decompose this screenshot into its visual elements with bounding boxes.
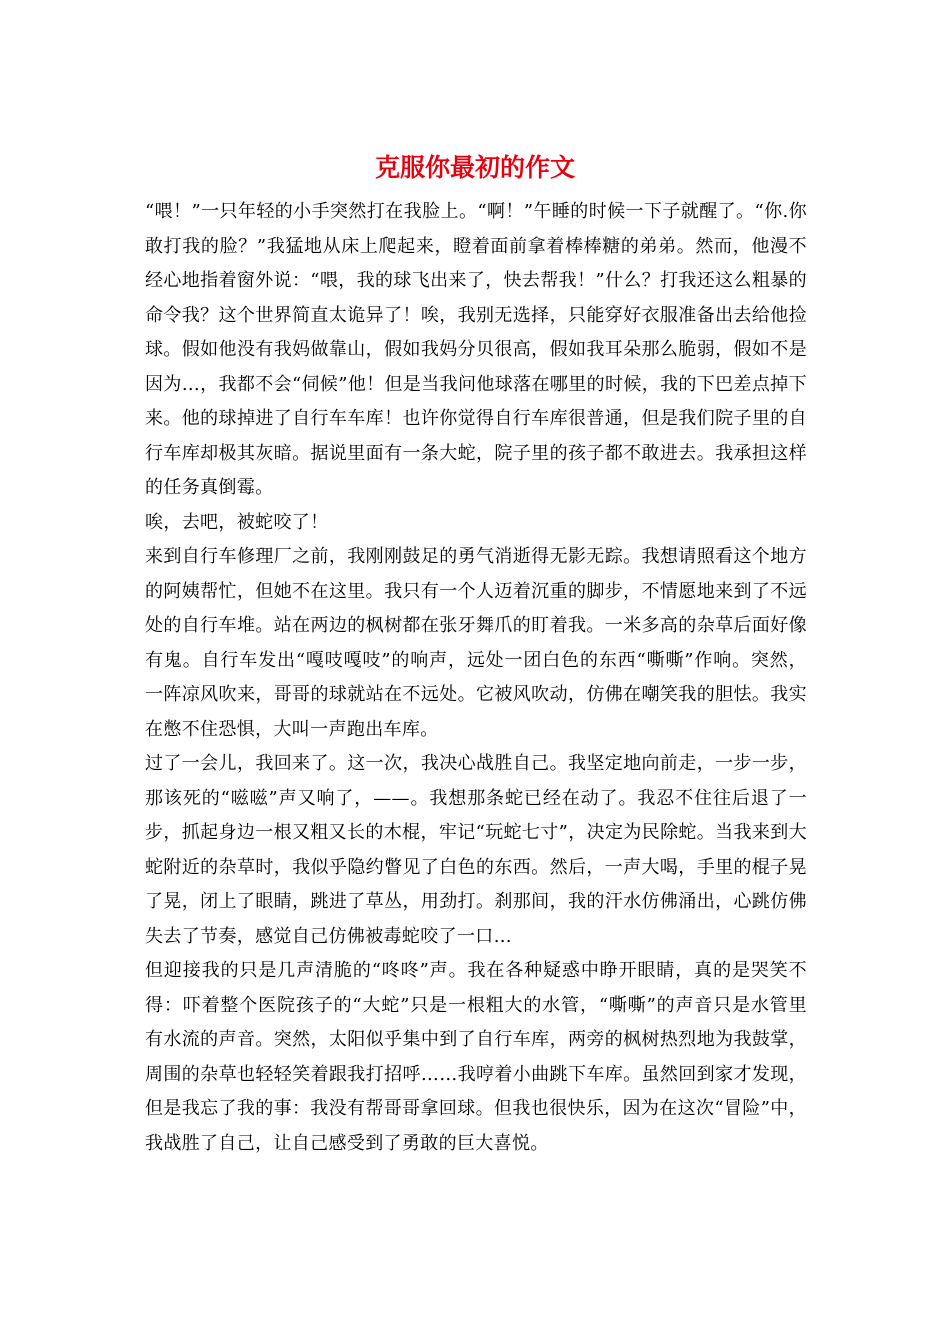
paragraph-1: “喂！”一只年轻的小手突然打在我脸上。“啊！”午睡的时候一下子就醒了。“你.你敢打我的脸？”我猛地从床上爬起来，瞪着面前拿着棒棒糖的弟弟。然而，他漫不经心地指着窗外说：“喂，我的球飞出来了，快去帮我！”什么？打我还这么粗暴的命令我？这个世界简直太诡异了！唉，我别无选择，只能穿好衣服准备出去给他捡球。假如他没有我妈做靠山，假如我妈分贝很高，假如我耳朵那么脆弱，假如不是因为…，我都不会“伺候”他！但是当我问他球落在哪里的时候，我的下巴差点掉下来。他的球掉进了自行车车库！也许你觉得自行车库很普通，但是我们院子里的自行车库却极其灰暗。据说里面有一条大蛇，院子里的孩子都不敢进去。我承担这样的任务真倒霉。 — [145, 201, 807, 498]
paragraph-2: 唉，去吧，被蛇咬了！ — [145, 511, 329, 533]
document-title: 克服你最初的作文 — [374, 153, 575, 182]
paragraph-4: 过了一会儿，我回来了。这一次，我决心战胜自己。我坚定地向前走，一步一步，那该死的“嗞嗞”声又响了，——。我想那条蛇已经在动了。我忍不住往后退了一步，抓起身边一根又粗又长的木棍，牢记“玩蛇七寸”，决定为民除蛇。当我来到大蛇附近的杂草时，我似乎隐约瞥见了白色的东西。然后，一声大喝，手里的棍子晃了晃，闭上了眼睛，跳进了草丛，用劲打。刹那间，我的汗水仿佛涌出，心跳仿佛失去了节奏，感觉自己仿佛被毒蛇咬了一口… — [145, 753, 807, 947]
paragraph-3: 来到自行车修理厂之前，我刚刚鼓足的勇气消逝得无影无踪。我想请照看这个地方的阿姨帮忙，但她不在这里。我只有一个人迈着沉重的脚步，不情愿地来到了不远处的自行车堆。站在两边的枫树都在张牙舞爪的盯着我。一米多高的杂草后面好像有鬼。自行车发出“嘎吱嘎吱”的响声，远处一团白色的东西“嘶嘶”作响。突然，一阵凉风吹来，哥哥的球就站在不远处。它被风吹动，仿佛在嘲笑我的胆怯。我实在憋不住恐惧，大叫一声跑出车库。 — [145, 546, 807, 740]
document-body — [145, 195, 807, 1161]
paragraph-5: 但迎接我的只是几声清脆的“咚咚”声。我在各种疑惑中睁开眼睛，真的是哭笑不得：吓着整个医院孩子的“大蛇”只是一根粗大的水管，“嘶嘶”的声音只是水管里有水流的声音。突然，太阳似乎集中到了自行车库，两旁的枫树热烈地为我鼓掌，周围的杂草也轻轻笑着跟我打招呼……我哼着小曲跳下车库。虽然回到家才发现，但是我忘了我的事：我没有帮哥哥拿回球。但我也很快乐，因为在这次“冒险”中，我战胜了自己，让自己感受到了勇敢的巨大喜悦。 — [145, 960, 807, 1154]
